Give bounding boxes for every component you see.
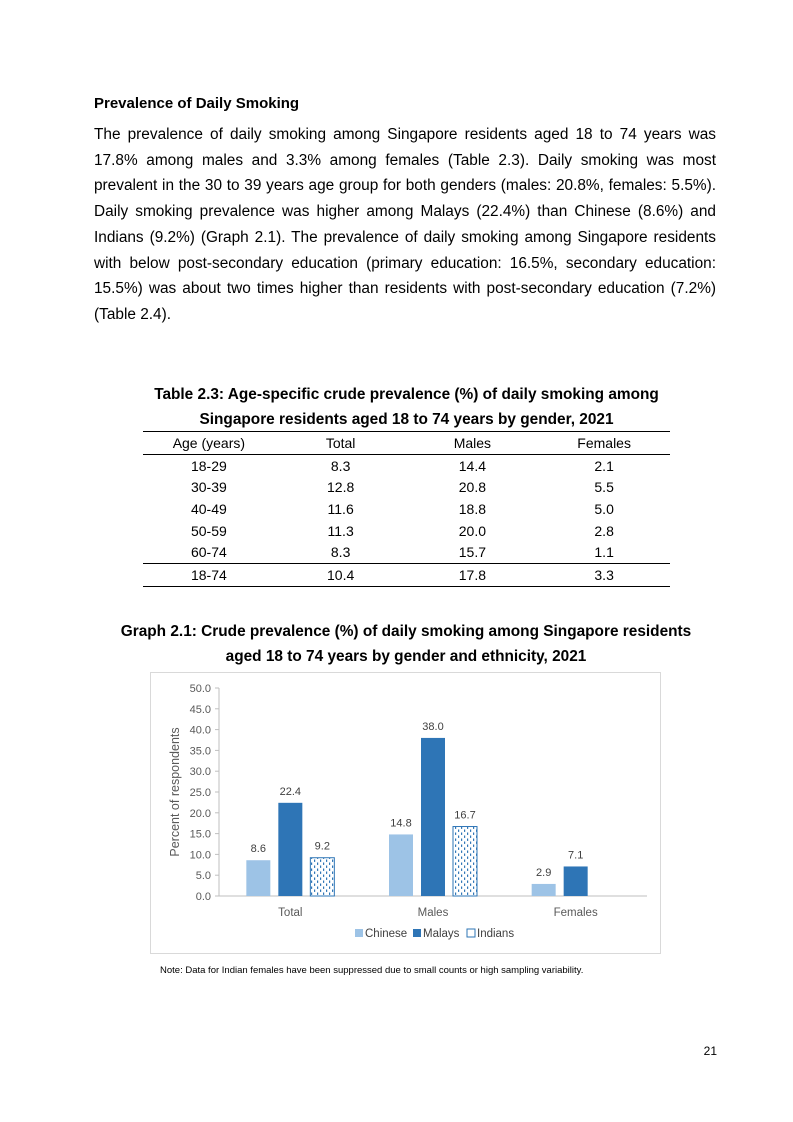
data-label: 38.0 xyxy=(422,720,444,733)
table-cell: 11.6 xyxy=(327,500,354,517)
y-tick-label: 5.0 xyxy=(195,870,211,883)
prevalence-table xyxy=(143,431,670,587)
table-cell: 2.1 xyxy=(594,457,614,474)
table-caption xyxy=(120,383,693,432)
table-row xyxy=(143,541,670,563)
table-cell: 20.8 xyxy=(458,479,486,496)
x-tick-label: Females xyxy=(553,907,598,919)
table-cell: 20.0 xyxy=(458,522,486,539)
bar-chart xyxy=(151,673,660,953)
table-cell: 10.4 xyxy=(327,566,355,583)
table-caption-line-1: Table 2.3: Age-specific crude prevalence (%) of daily smoking among xyxy=(154,386,659,403)
table-cell: 14.4 xyxy=(458,457,486,474)
column-header-males: Males xyxy=(453,434,492,451)
table-cell: 12.8 xyxy=(327,479,355,496)
table-cell: 18-29 xyxy=(190,457,227,474)
table-cell: 30-39 xyxy=(190,479,227,496)
y-tick-label: 25.0 xyxy=(189,787,211,799)
table-cell: 50-59 xyxy=(190,522,227,539)
table-cell: 18-74 xyxy=(190,566,227,583)
bar-indians-males xyxy=(453,827,477,896)
bar-chinese-males xyxy=(389,834,413,896)
y-tick-label: 50.0 xyxy=(189,683,211,695)
table-row xyxy=(143,520,670,542)
legend-label-chinese: Chinese xyxy=(365,928,408,940)
data-label: 16.7 xyxy=(454,809,476,822)
y-tick-label: 45.0 xyxy=(189,703,211,716)
table-cell: 5.5 xyxy=(594,479,614,496)
table-row xyxy=(143,454,670,476)
chart-frame xyxy=(150,672,661,954)
table-cell: 2.8 xyxy=(594,522,614,539)
y-tick-label: 35.0 xyxy=(189,745,211,758)
table-cell: 18.8 xyxy=(458,500,486,517)
data-label: 22.4 xyxy=(279,785,302,798)
bar-malays-total xyxy=(278,803,302,896)
table-cell: 8.3 xyxy=(330,457,351,474)
y-tick-label: 15.0 xyxy=(189,828,211,841)
table-row xyxy=(143,476,670,498)
graph-caption-line-1: Graph 2.1: Crude prevalence (%) of daily smoking among Singapore residents xyxy=(120,623,692,640)
table-cell: 40-49 xyxy=(190,500,227,517)
bar-malays-males xyxy=(421,738,445,896)
graph-caption xyxy=(95,620,717,669)
legend-label-malays: Malays xyxy=(423,928,460,940)
table-total-row xyxy=(143,564,670,587)
table-cell: 11.3 xyxy=(327,522,354,539)
data-label: 8.6 xyxy=(250,843,266,856)
body-paragraph: The prevalence of daily smoking among Singapore residents aged 18 to 74 years was 17.8% among males and 3.3% among females (Table 2.3). Daily smoking was most prevalent in the 30 to 39 years age group for both genders (males: 20.8%, females: 5.5%). Daily smoking prevalence was higher among Malays (22.4%) than Chinese (8.6%) and Indians (9.2%) (Graph 2.1). The prevalence of daily smoking among Singapore residents with below post-secondary education (primary education: 16.5%, secondary education: 15.5%) was about two times higher than residents with post-secondary education (7.2%) (Table 2.4). xyxy=(94,126,716,323)
table-cell: 1.1 xyxy=(594,544,614,561)
legend-label-indians: Indians xyxy=(477,928,515,940)
table-cell: 3.3 xyxy=(594,566,614,583)
table-caption-line-2: Singapore residents aged 18 to 74 years by gender, 2021 xyxy=(199,410,614,428)
y-tick-label: 10.0 xyxy=(189,849,211,862)
legend-swatch-chinese xyxy=(355,929,363,937)
section-heading: Prevalence of Daily Smoking xyxy=(94,95,300,112)
data-label: 14.8 xyxy=(390,817,412,830)
bar-indians-total xyxy=(310,858,334,896)
y-tick-label: 30.0 xyxy=(189,766,211,779)
y-tick-label: 20.0 xyxy=(189,807,211,820)
page-number: 21 xyxy=(703,1044,717,1058)
data-label: 9.2 xyxy=(314,840,330,853)
graph-caption-line-2: aged 18 to 74 years by gender and ethnicity, 2021 xyxy=(225,647,587,665)
table-header-row xyxy=(143,432,670,455)
bar-chinese-total xyxy=(246,860,270,896)
data-label: 7.1 xyxy=(568,849,584,862)
table-cell: 5.0 xyxy=(594,500,614,517)
bar-chinese-females xyxy=(532,884,556,896)
table-cell: 8.3 xyxy=(330,544,351,561)
x-tick-label: Total xyxy=(278,907,303,919)
column-header-females: Females xyxy=(577,434,631,451)
table-cell: 60-74 xyxy=(190,544,227,561)
bar-malays-females xyxy=(564,866,588,896)
x-tick-label: Males xyxy=(417,907,449,919)
chart-note: Note: Data for Indian females have been suppressed due to small counts or high sampling variability. xyxy=(160,965,584,976)
table-cell: 15.7 xyxy=(458,544,486,561)
legend-swatch-malays xyxy=(413,929,421,937)
column-header-age: Age (years) xyxy=(172,434,246,451)
legend-swatch-indians xyxy=(467,929,475,937)
table-cell: 17.8 xyxy=(458,566,486,583)
y-tick-label: 0.0 xyxy=(195,891,211,903)
data-label: 2.9 xyxy=(536,866,552,879)
column-header-total: Total xyxy=(325,434,356,451)
y-tick-label: 40.0 xyxy=(189,724,211,737)
table-row xyxy=(143,498,670,520)
y-axis-title: Percent of respondents xyxy=(168,727,182,857)
